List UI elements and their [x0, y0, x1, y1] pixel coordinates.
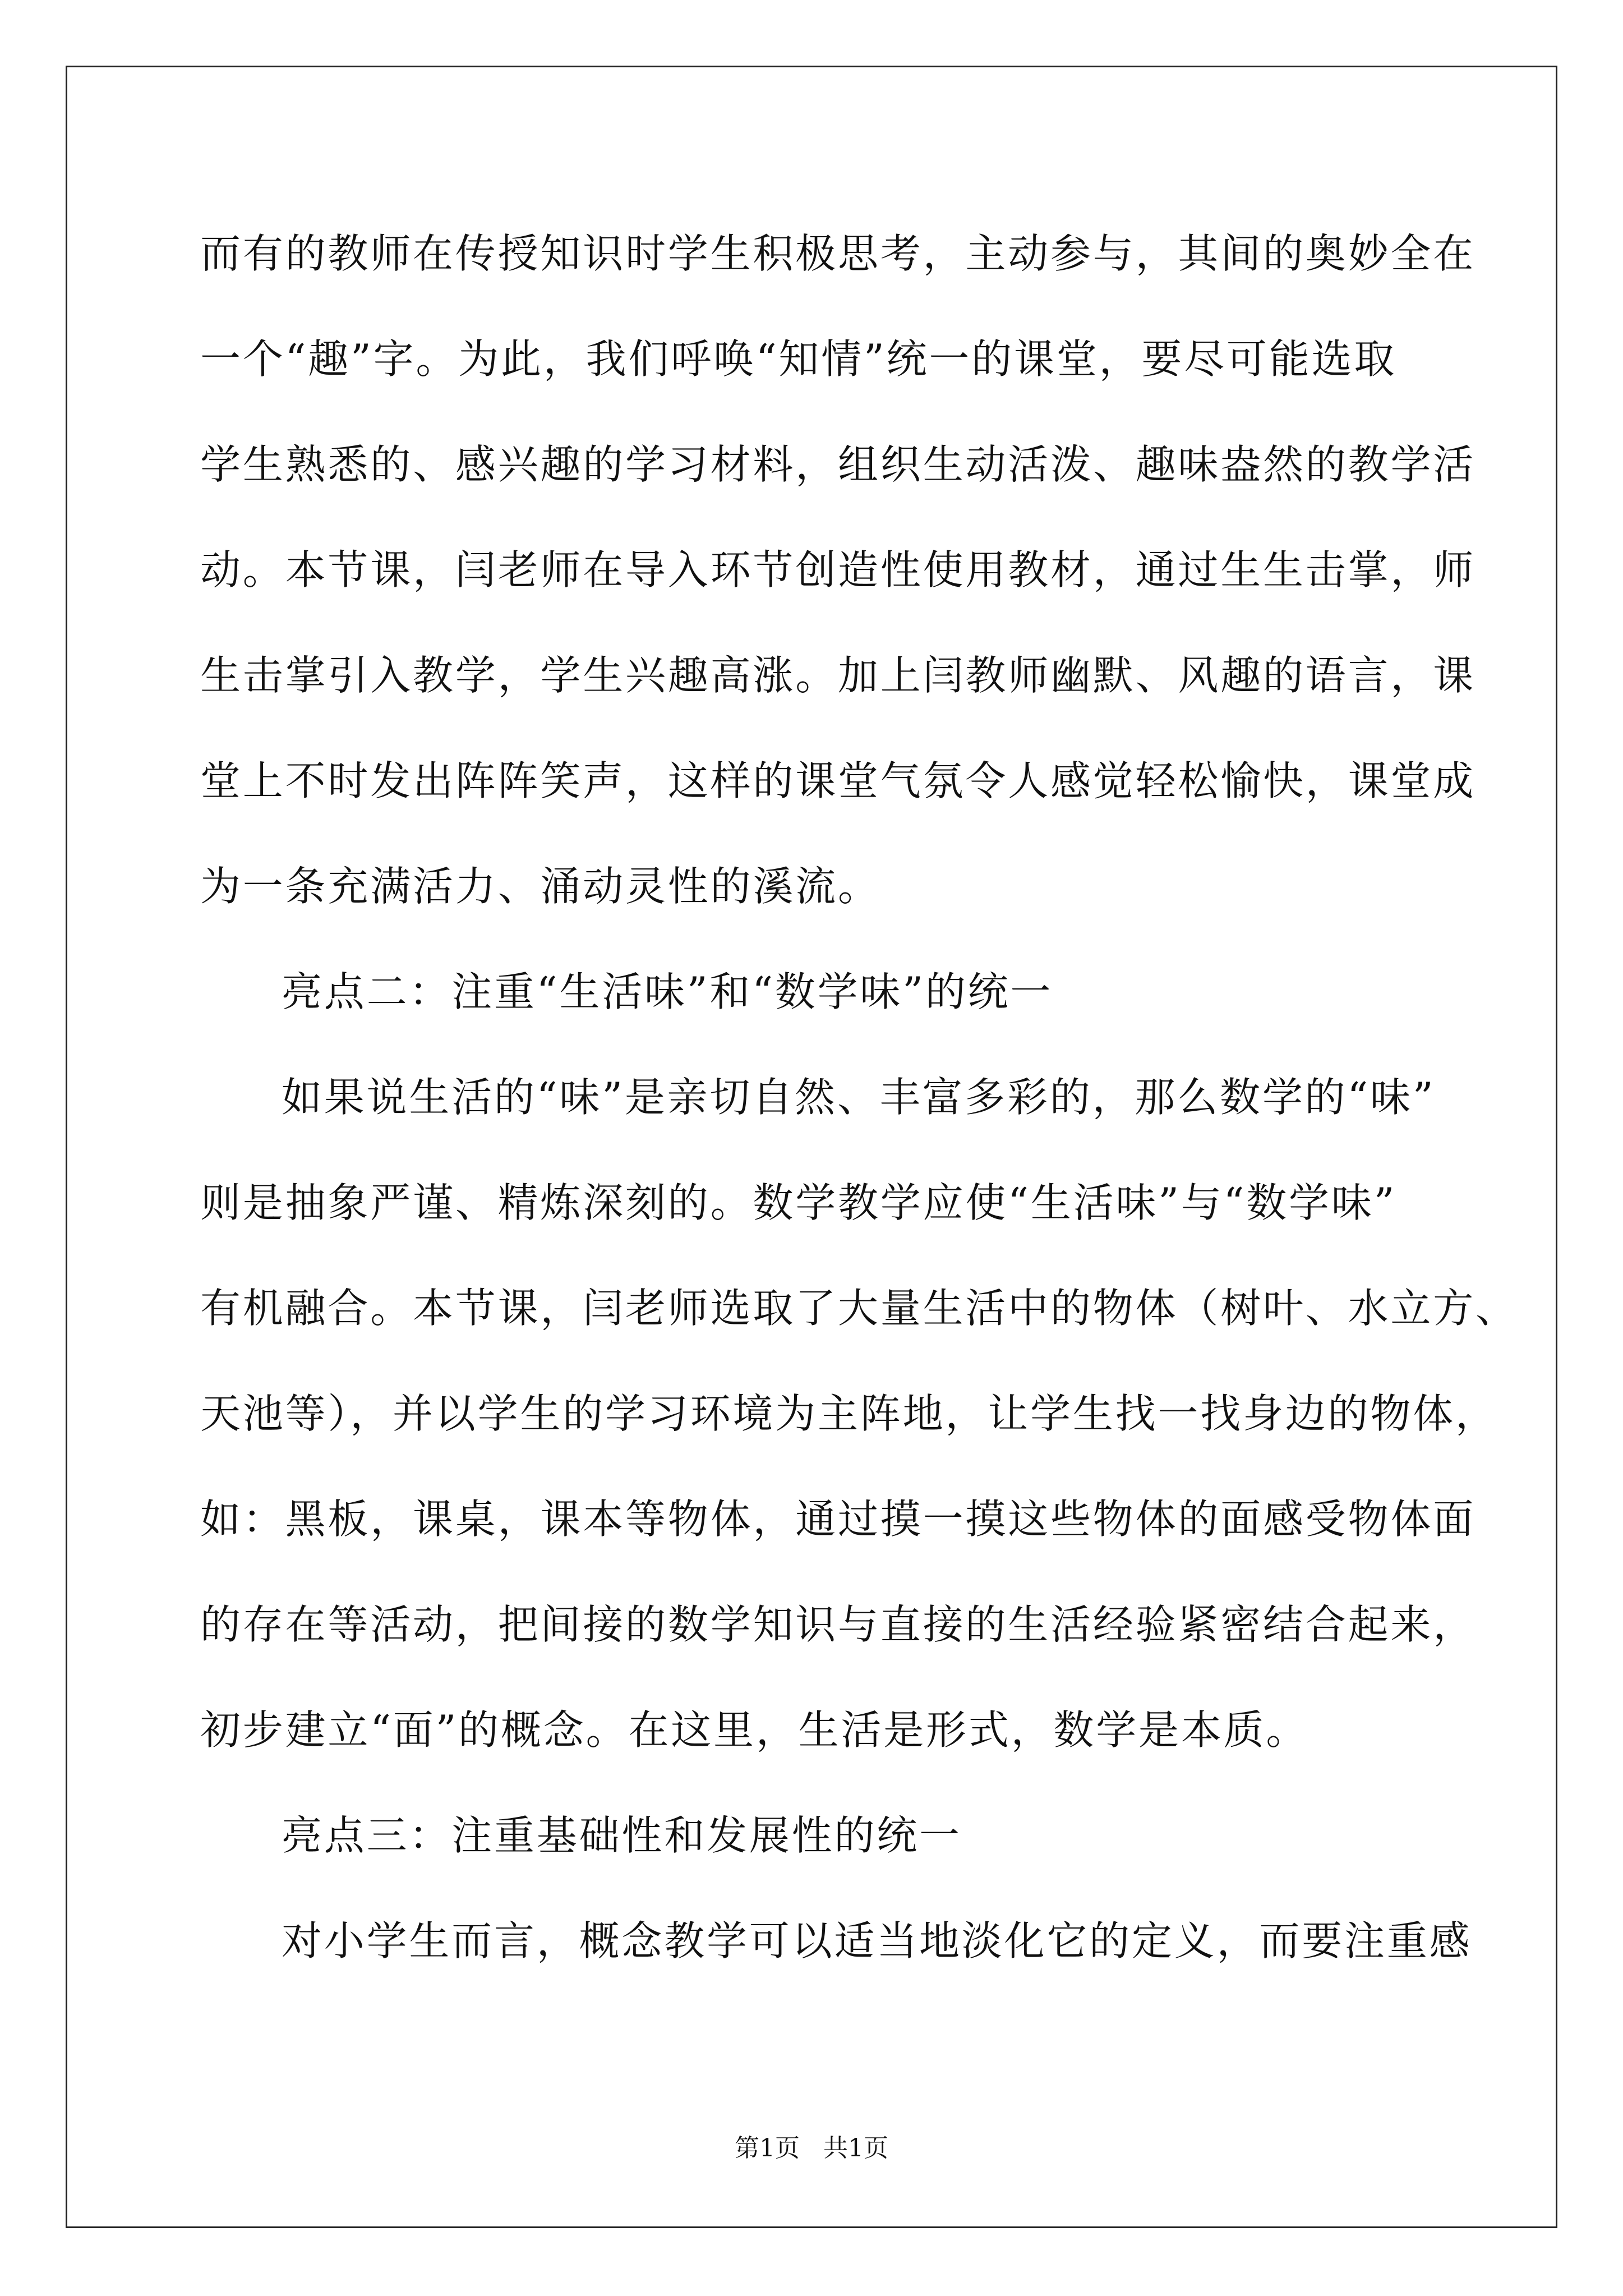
highlight-heading-2: 亮点二：注重“生活味”和“数学味”的统一 — [282, 968, 1053, 1015]
body-line-12: 天池等），并以学生的学习环境为主阵地，让学生找一找身边的物体， — [200, 1390, 1498, 1437]
body-line-9: 如果说生活的“味”是亲切自然、丰富多彩的，那么数学的“味” — [282, 1074, 1436, 1121]
body-line-1: 而有的教师在传授知识时学生积极思考，主动参与，其间的奥妙全在 — [200, 230, 1476, 277]
body-line-11: 有机融合。本节课，闫老师选取了大量生活中的物体（树叶、水立方、 — [200, 1285, 1518, 1332]
body-line-7: 为一条充满活力、涌动灵性的溪流。 — [200, 863, 880, 910]
highlight-heading-3: 亮点三：注重基础性和发展性的统一 — [282, 1812, 962, 1859]
body-line-3: 学生熟悉的、感兴趣的学习材料，组织生动活泼、趣味盎然的教学活 — [200, 441, 1476, 488]
body-line-5: 生击掌引入教学，学生兴趣高涨。加上闫教师幽默、风趣的语言，课 — [200, 652, 1476, 699]
body-line-4: 动。本节课，闫老师在导入环节创造性使用教材，通过生生击掌，师 — [200, 546, 1476, 593]
body-line-10: 则是抽象严谨、精炼深刻的。数学教学应使“生活味”与“数学味” — [200, 1179, 1397, 1226]
body-line-6: 堂上不时发出阵阵笑声，这样的课堂气氛令人感觉轻松愉快，课堂成 — [200, 757, 1476, 804]
page-border — [66, 66, 1557, 2228]
body-line-15: 初步建立“面”的概念。在这里，生活是形式，数学是本质。 — [200, 1706, 1309, 1754]
body-line-13: 如：黑板，课桌，课本等物体，通过摸一摸这些物体的面感受物体面 — [200, 1496, 1476, 1543]
body-line-14: 的存在等活动，把间接的数学知识与直接的生活经验紧密结合起来， — [200, 1601, 1476, 1648]
body-line-2: 一个“趣”字。为此，我们呼唤“知情”统一的课堂，要尽可能选取 — [200, 335, 1397, 383]
body-line-17: 对小学生而言，概念教学可以适当地淡化它的定义，而要注重感 — [282, 1917, 1472, 1964]
page-number-footer: 第1页 共1页 — [735, 2134, 888, 2162]
